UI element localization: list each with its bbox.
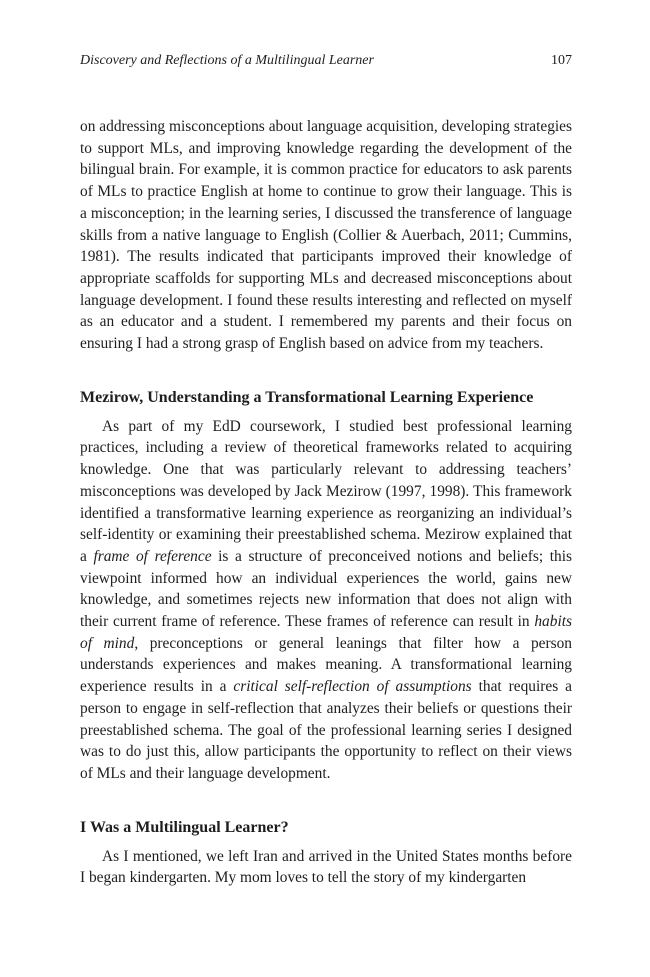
text-run: As part of my EdD coursework, I studied best professional learning practices, including a review of theoretical frameworks related to acquiring knowledge. One that was particularly relevant to addressing teachers’ misconceptions was developed by Jack Mezirow (1997, 1998). This framework identified a transformative learning experience as reorganizing an individual’s self-identity or examining their preestablished schema. Mezirow explained that a [80,417,572,565]
running-header [80,53,572,73]
paragraph-kindergarten: As I mentioned, we left Iran and arrived in the United States months before I began kindergarten. My mom loves to tell the story of my kindergarten [80,847,572,887]
section-heading-mezirow: Mezirow, Understanding a Transformational Learning Experience [80,388,534,406]
page-number: 107 [551,53,572,68]
section-heading-multilingual-learner: I Was a Multilingual Learner? [80,818,289,836]
paragraph-continuation: on addressing misconceptions about language acquisition, developing strategies to support MLs, and improving knowledge regarding the development of the bilingual brain. For example, it is common practice for educators to ask parents of MLs to practice English at home to continue to grow their language. This is a misconception; in the learning series, I discussed the transference of language skills from a native language to English (Collier & Auerbach, 2011; Cummins, 1981). The results indicated that participants improved their knowledge of appropriate scaffolds for supporting MLs and decreased misconceptions about language development. I found these results interesting and reflected on myself as an educator and a student. I remembered my parents and their focus on ensuring I had a strong grasp of English based on advice from my teachers. [80,118,572,353]
term-frame-of-reference: frame of reference [93,547,212,565]
term-critical-self-reflection: critical self-reflection of assumptions [233,678,472,696]
running-title: Discovery and Reflections of a Multilingual Learner [80,53,374,68]
paragraph-mezirow [80,416,572,785]
text-run: , preconceptions or general leanings that filter how a person understands experiences and makes meaning. A transformational learning experience results in a [80,634,572,696]
text-run: that requires a person to engage in self-reflection that analyzes their beliefs or questions their preestablished schema. The goal of the professional learning series I designed was to do just this, allow participants the opportunity to reflect on their views of MLs and their language development. [80,678,572,782]
term-habits-of-mind: habits of mind [80,613,572,652]
page-body [80,116,572,889]
text-run: is a structure of preconceived notions and beliefs; this viewpoint informed how an individual experiences the world, gains new knowledge, and sometimes rejects new information that does not align with their current frame of reference. These frames of reference can result in [80,547,572,631]
